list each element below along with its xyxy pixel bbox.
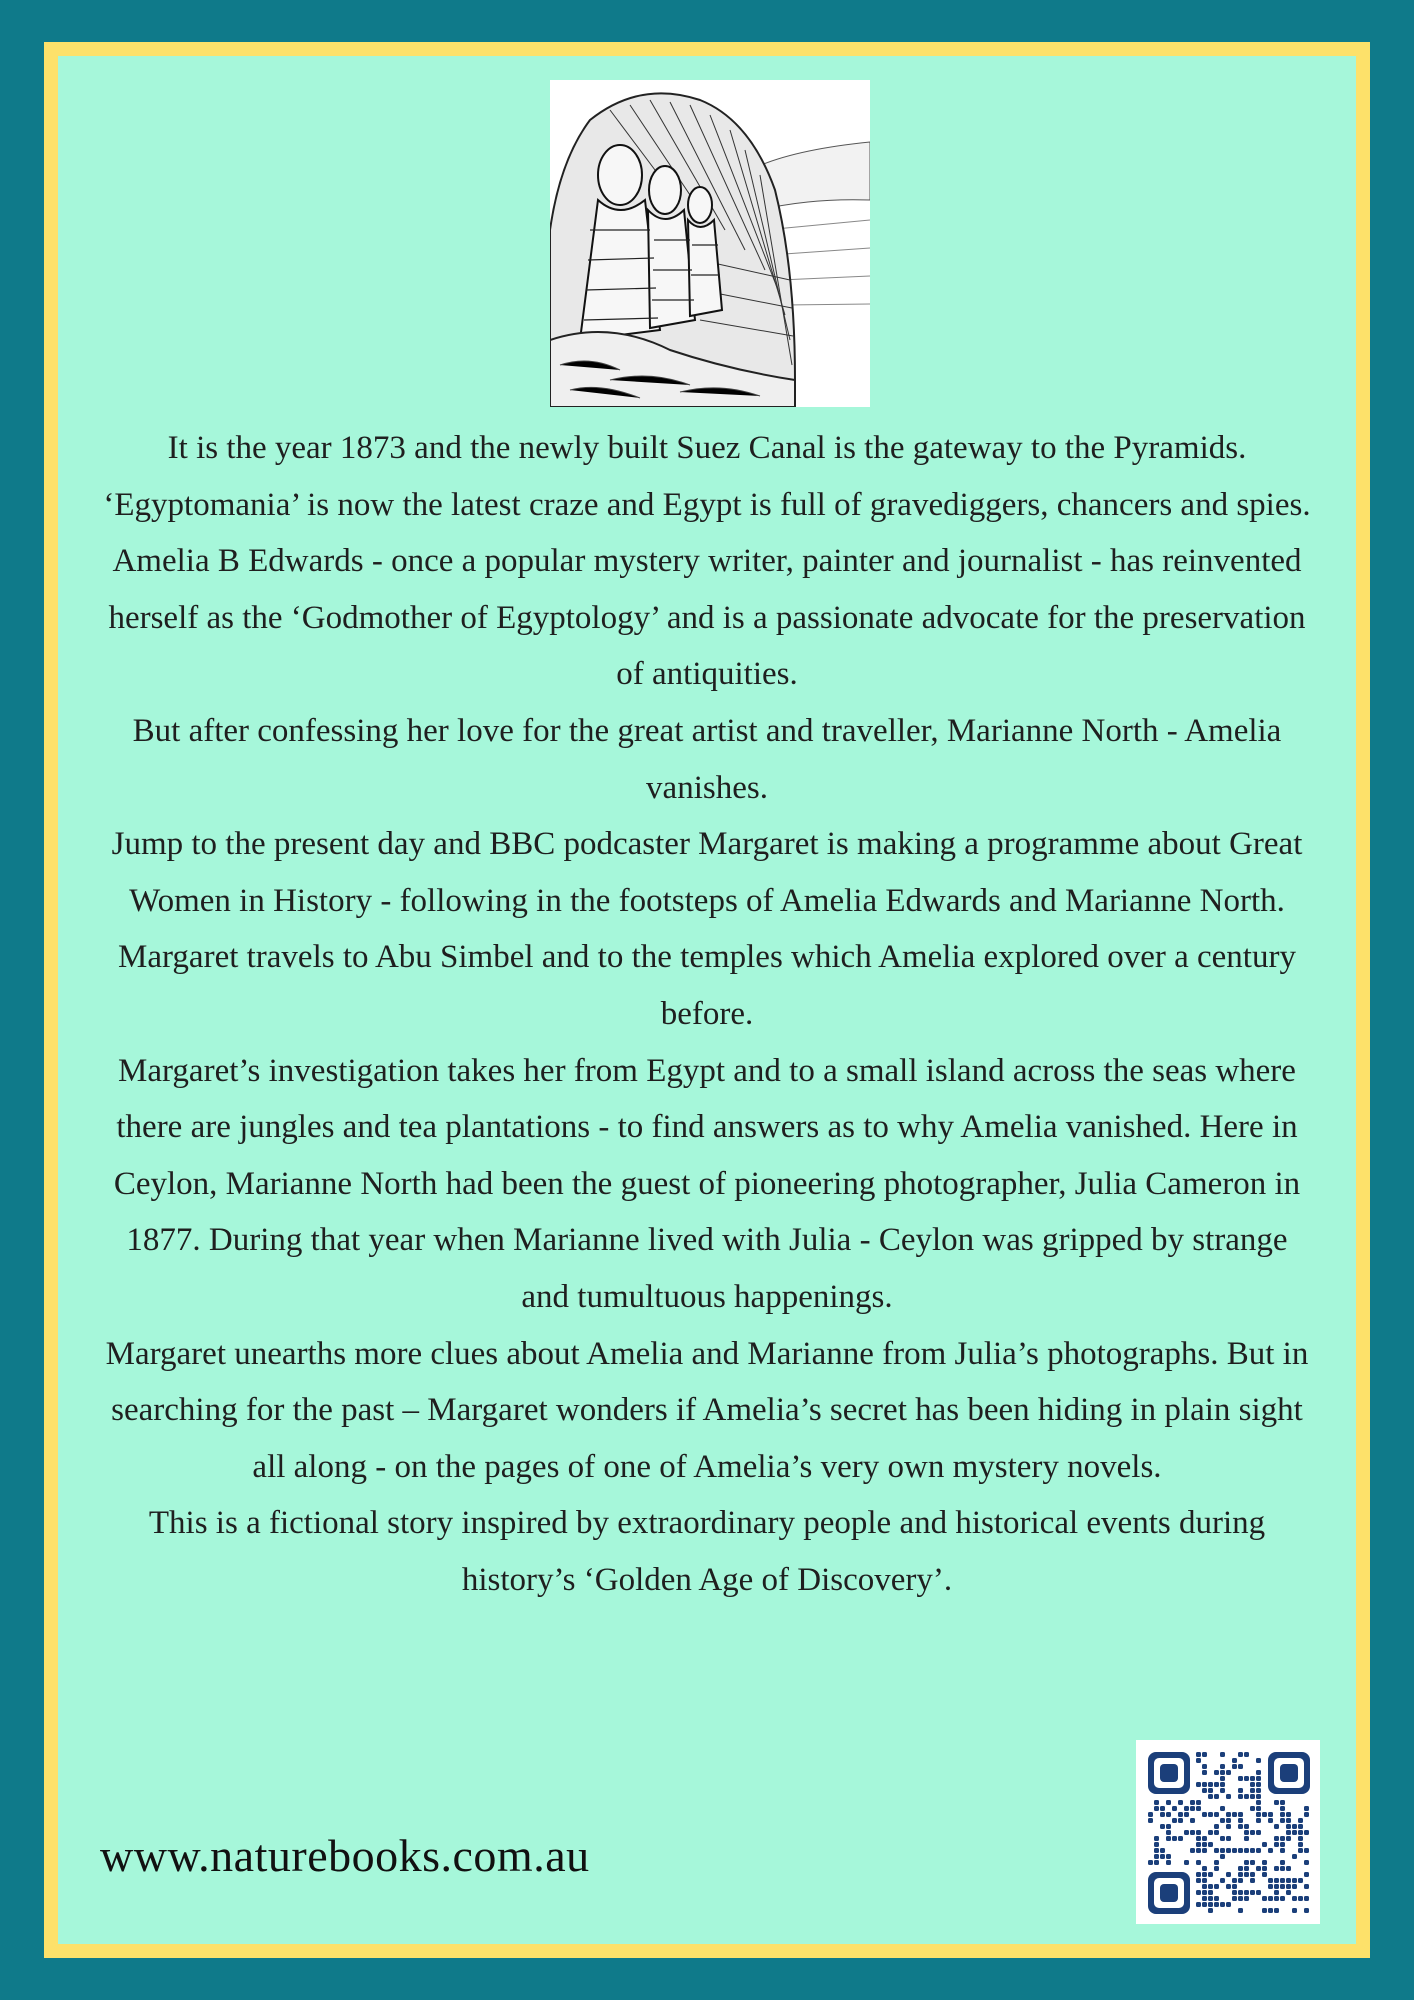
blurb-paragraph-2: Amelia B Edwards - once a popular mystery writer, painter and journalist - has reinvented herself as the ‘Godmother of Egyptology’ and is a passionate advocate for the preservation of antiquities.: [108, 543, 1306, 693]
blurb-paragraph-6: Margaret unearths more clues about Amelia and Marianne from Julia’s photographs. But in searching for the past – Margaret wonders if Amelia’s secret has been hiding in plain sight all along - on the pages of one of Amelia’s very own mystery novels.: [105, 1335, 1309, 1485]
blurb-paragraph-1: It is the year 1873 and the newly built Suez Canal is the gateway to the Pyramids. ‘Egyptomania’ is now the latest craze and Egypt is full of gravediggers, chancers and spies.: [103, 430, 1311, 523]
blurb-paragraph-4: Jump to the present day and BBC podcaster Margaret is making a programme about Great Women in History - following in the footsteps of Amelia Edwards and Marianne North. Margaret travels to Abu Simbel and to the temples which Amelia explored over a century before.: [111, 826, 1303, 1032]
abu-simbel-engraving-icon: [550, 80, 870, 407]
blurb-text: [100, 420, 1314, 1608]
blurb-paragraph-5: Margaret’s investigation takes her from Egypt and to a small island across the seas where there are jungles and tea plantations - to find answers as to why Amelia vanished. Here in Ceylon, Marianne North had been the guest of pioneering photographer, Julia Cameron in 1877. During that year when Marianne lived with Julia - Ceylon was gripped by strange and tumultuous happenings.: [113, 1052, 1301, 1315]
qr-code-icon[interactable]: [1136, 1740, 1320, 1924]
blurb-paragraph-7: This is a fictional story inspired by extraordinary people and historical events during history’s ‘Golden Age of Discovery’.: [148, 1505, 1266, 1598]
website-url[interactable]: www.naturebooks.com.au: [100, 1830, 590, 1881]
blurb-paragraph-3: But after confessing her love for the great artist and traveller, Marianne North - Amelia vanishes.: [132, 712, 1282, 806]
